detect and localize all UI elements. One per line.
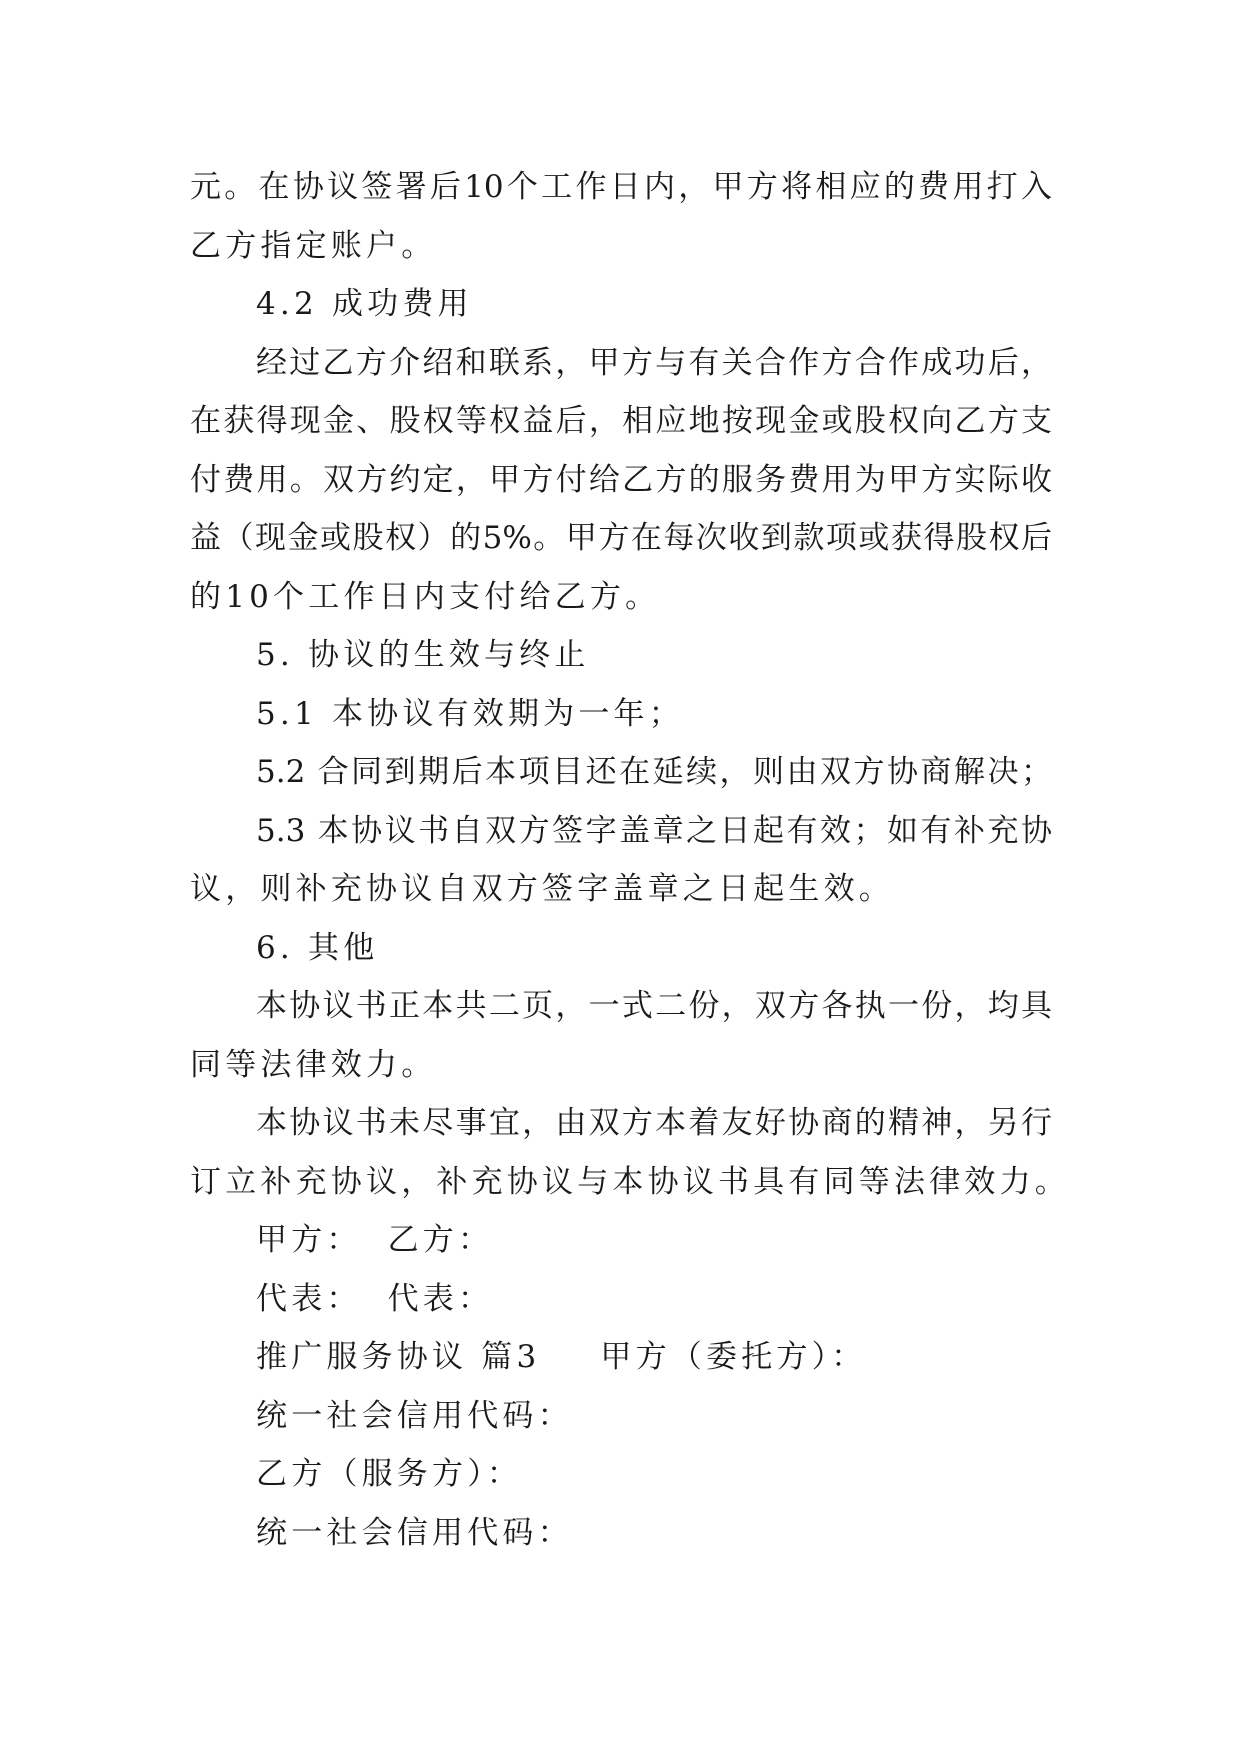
document-body (190, 158, 1070, 1562)
paragraph-line: 本协议书未尽事宜，由双方本着友好协商的精神，另行 (256, 1105, 1052, 1141)
signature-representatives-line (190, 1270, 1052, 1329)
client-code-label: 统一社会信用代码： (256, 1397, 573, 1434)
paragraph-line: 益（现金或股权）的5%。甲方在每次收到款项或获得股权后 (190, 520, 1052, 556)
client-label: 甲方（委托方）： (600, 1339, 867, 1375)
paragraph-line: 付费用。双方约定，甲方付给乙方的服务费用为甲方实际收 (190, 461, 1052, 498)
rep-a-label: 代表： (256, 1280, 362, 1317)
paragraph-line: 元。在协议签署后10个工作日内，甲方将相应的费用打入 (190, 169, 1052, 205)
paragraph-line: 乙方指定账户。 (190, 227, 437, 264)
next-agreement-title-line (190, 1328, 1052, 1387)
paragraph-line: 在获得现金、股权等权益后，相应地按现金或股权向乙方支 (190, 403, 1052, 439)
paragraph-line: 同等法律效力。 (190, 1046, 437, 1083)
rep-b-label: 代表： (387, 1280, 494, 1317)
paragraph-line: 经过乙方介绍和联系，甲方与有关合作方合作成功后， (256, 344, 1052, 381)
provider-code-label: 统一社会信用代码： (256, 1514, 573, 1551)
clause-line: 5.2 合同到期后本项目还在延续，则由双方协商解决； (256, 754, 1052, 790)
clause-line: 5.3 本协议书自双方签字盖章之日起有效；如有补充协 (256, 812, 1052, 849)
next-agreement-title: 推广服务协议 篇3 (256, 1339, 541, 1375)
party-b-label: 乙方： (387, 1222, 494, 1258)
paragraph-line: 的10个工作日内支付给乙方。 (190, 578, 661, 615)
signature-parties-line (190, 1211, 1052, 1270)
paragraph-line: 议，则补充协议自双方签字盖章之日起生效。 (190, 871, 894, 907)
clause-line: 5.1 本协议有效期为一年； (256, 695, 684, 732)
section-heading: 6. 其他 (256, 929, 379, 966)
section-heading: 4.2 成功费用 (256, 286, 473, 322)
section-heading: 5. 协议的生效与终止 (256, 637, 590, 673)
provider-label: 乙方（服务方）： (256, 1456, 523, 1492)
paragraph-line: 本协议书正本共二页，一式二份，双方各执一份，均具 (256, 988, 1052, 1024)
party-a-label: 甲方： (256, 1222, 362, 1258)
paragraph-line: 订立补充协议，补充协议与本协议书具有同等法律效力。 (190, 1163, 1070, 1200)
